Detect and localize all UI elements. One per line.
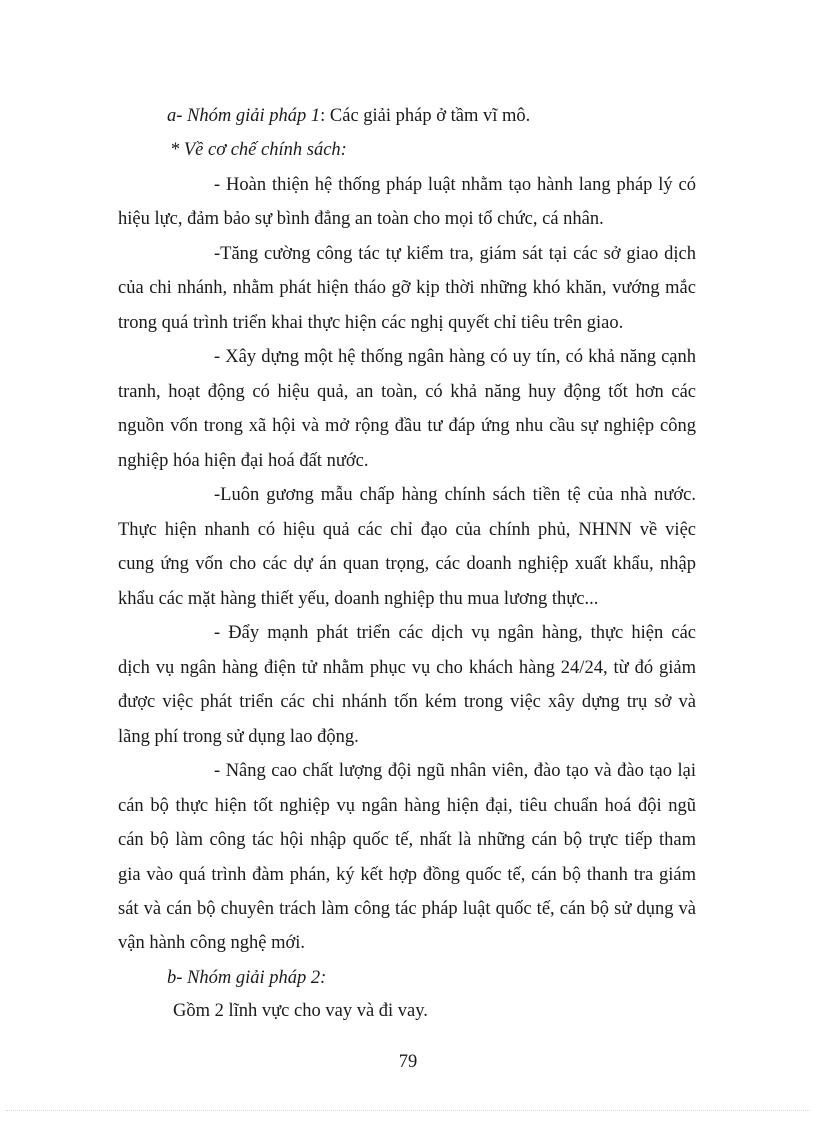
paragraph-6-line-4: gia vào quá trình đàm phán, ký kết hợp đồng quốc tế, cán bộ thanh tra giám	[118, 865, 696, 885]
paragraph-2-line-2: của chi nhánh, nhằm phát hiện tháo gỡ kịp thời những khó khăn, vướng mắc	[118, 278, 696, 298]
policy-subheading: * Về cơ chế chính sách:	[170, 140, 347, 160]
page-number: 79	[398, 1052, 418, 1072]
paragraph-3-line-2: tranh, hoạt động có hiệu quả, an toàn, có khả năng huy động tốt hơn các	[118, 382, 696, 402]
paragraph-5-line-2: dịch vụ ngân hàng điện tử nhằm phục vụ cho khách hàng 24/24, từ đó giảm	[118, 658, 696, 678]
paragraph-5-line-4: lãng phí trong sử dụng lao động.	[118, 727, 359, 747]
section-a-heading	[167, 104, 530, 128]
paragraph-6-line-6: vận hành công nghệ mới.	[118, 933, 306, 953]
paragraph-4-line-4: khẩu các mặt hàng thiết yếu, doanh nghiệp thu mua lương thực...	[118, 589, 599, 609]
paragraph-5-line-1: - Đẩy mạnh phát triển các dịch vụ ngân hàng, thực hiện các	[214, 623, 696, 643]
section-b-text: Gồm 2 lĩnh vực cho vay và đi vay.	[173, 1001, 428, 1021]
paragraph-6-line-3: cán bộ làm công tác hội nhập quốc tế, nhất là những cán bộ trực tiếp tham	[118, 830, 696, 850]
paragraph-3-line-1: - Xây dựng một hệ thống ngân hàng có uy tín, có khả năng cạnh	[214, 347, 696, 367]
section-a-title: : Các giải pháp ở tầm vĩ mô.	[320, 106, 531, 126]
paragraph-2-line-1: -Tăng cường công tác tự kiểm tra, giám sát tại các sở giao dịch	[214, 244, 696, 264]
section-b-heading: b- Nhóm giải pháp 2:	[167, 968, 327, 988]
page-border	[6, 1110, 810, 1111]
paragraph-4-line-1: -Luôn gương mẫu chấp hàng chính sách tiền tệ của nhà nước.	[214, 485, 696, 505]
paragraph-6-line-1: - Nâng cao chất lượng đội ngũ nhân viên, đào tạo và đào tạo lại	[214, 761, 696, 781]
paragraph-5-line-3: được việc phát triển các chi nhánh tốn kém trong việc xây dựng trụ sở và	[118, 692, 696, 712]
paragraph-6-line-2: cán bộ thực hiện tốt nghiệp vụ ngân hàng hiện đại, tiêu chuẩn hoá đội ngũ	[118, 796, 696, 816]
paragraph-1-line-2: hiệu lực, đảm bảo sự bình đẳng an toàn cho mọi tổ chức, cá nhân.	[118, 209, 604, 229]
section-a-label: a- Nhóm giải pháp 1	[167, 106, 321, 126]
paragraph-2-line-3: trong quá trình triển khai thực hiện các nghị quyết chỉ tiêu trên giao.	[118, 313, 624, 333]
paragraph-3-line-3: nguồn vốn trong xã hội và mở rộng đầu tư đáp ứng nhu cầu sự nghiệp công	[118, 416, 696, 436]
paragraph-6-line-5: sát và cán bộ chuyên trách làm công tác pháp luật quốc tế, cán bộ sử dụng và	[118, 899, 696, 919]
paragraph-4-line-3: cung ứng vốn cho các dự án quan trọng, các doanh nghiệp xuất khẩu, nhập	[118, 554, 696, 574]
paragraph-4-line-2: Thực hiện nhanh có hiệu quả các chỉ đạo của chính phủ, NHNN về việc	[118, 520, 696, 540]
paragraph-1-line-1: - Hoàn thiện hệ thống pháp luật nhằm tạo hành lang pháp lý có	[214, 175, 696, 195]
paragraph-3-line-4: nghiệp hóa hiện đại hoá đất nước.	[118, 451, 369, 471]
